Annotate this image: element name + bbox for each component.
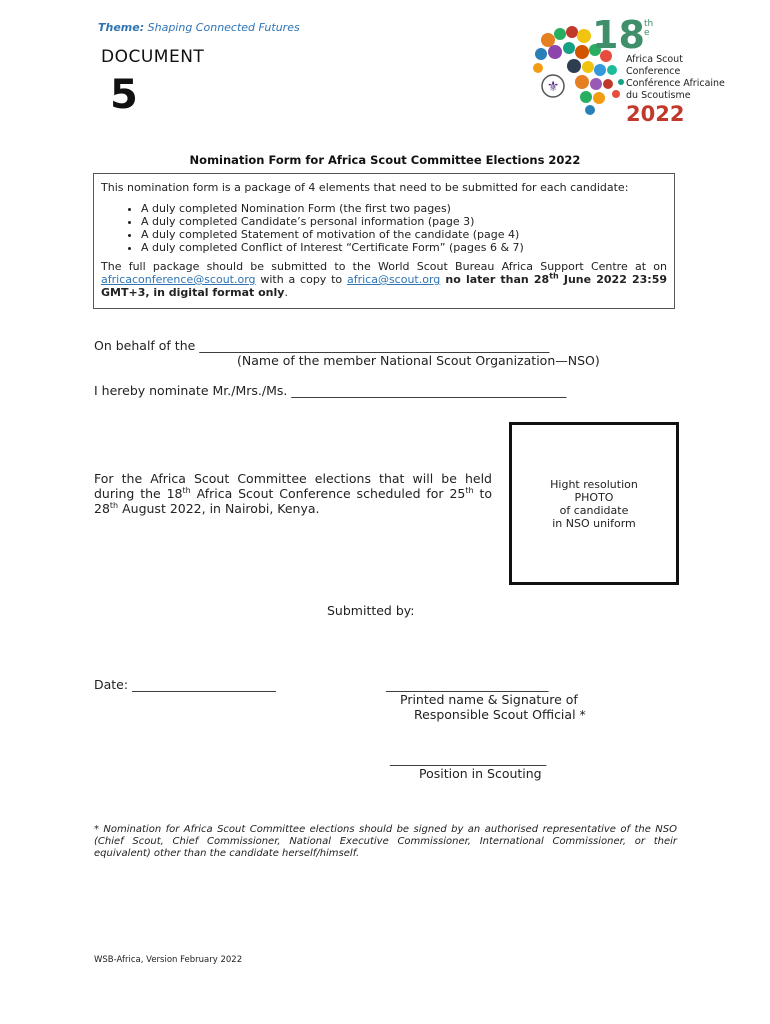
signature-label-2: Responsible Scout Official *: [414, 707, 586, 722]
logo-number: 18: [592, 13, 645, 57]
email-link-africa[interactable]: africa@scout.org: [346, 273, 441, 286]
theme-label: Theme:: [98, 21, 145, 34]
behalf-hint: (Name of the member National Scout Organization—NSO): [237, 353, 600, 368]
list-item: • A duly completed Candidate’s personal information (page 3): [141, 215, 667, 228]
logo-line1: Africa Scout: [626, 54, 683, 65]
position-label: Position in Scouting: [419, 766, 542, 781]
instructions-intro: This nomination form is a package of 4 elements that need to be submitted for each candidate:: [101, 181, 629, 194]
elements-list: [101, 202, 667, 254]
conference-logo: [526, 12, 736, 128]
logo-line4: du Scoutisme: [626, 90, 691, 101]
footnote: * Nomination for Africa Scout Committee elections should be signed by an authorised representative of the NSO (Chief Scout, Chief Commissioner, National Executive Commissioner, International Commissioner, or their equivalent) other than the candidate herself/himself.: [94, 824, 677, 859]
signature-input-line[interactable]: __________________________: [386, 677, 549, 692]
form-title: Nomination Form for Africa Scout Committee Elections 2022: [189, 153, 581, 167]
submitted-by-label: Submitted by:: [327, 603, 415, 618]
africa-map-icon: [526, 12, 736, 128]
signature-label-1: Printed name & Signature of: [400, 692, 578, 707]
document-number: 5: [110, 72, 138, 118]
photo-placeholder[interactable]: [509, 422, 679, 585]
submit-mid: with a copy to: [255, 273, 347, 286]
submission-instructions: The full package should be submitted to the World Scout Bureau Africa Support Centre at on africaconference@scout.org with a copy to africa@scout.org no later than 28th June 2022 23:59 GMT+3, in digital format only.: [101, 260, 668, 299]
date-field: [94, 677, 276, 692]
deadline-text: no later than 28th June 2022 23:59 GMT+3, in digital format only: [101, 271, 668, 299]
logo-suffix-top: th: [644, 19, 654, 29]
version-footer: WSB-Africa, Version February 2022: [94, 955, 243, 965]
svg-text:⚜: ⚜: [546, 79, 560, 95]
logo-line3: Conférence Africaine: [626, 78, 725, 89]
nominate-label: I hereby nominate Mr./Mrs./Ms.: [94, 383, 288, 398]
photo-line4: in NSO uniform: [552, 516, 636, 530]
behalf-input-line[interactable]: ________________________________________________________: [199, 338, 550, 353]
photo-line1: Hight resolution: [550, 477, 638, 491]
logo-suffix-bottom: e: [644, 28, 650, 38]
logo-line2: Conference: [626, 66, 681, 77]
position-input-line[interactable]: _________________________: [390, 751, 547, 766]
behalf-field: [94, 338, 549, 353]
logo-year: 2022: [626, 102, 685, 126]
submit-text: The full package should be submitted to the World Scout Bureau Africa Support Centre at on: [101, 260, 667, 273]
elections-paragraph: For the Africa Scout Committee elections that will be held during the 18th Africa Scout Conference scheduled for 25th to 28th August 2022, in Nairobi, Kenya.: [94, 471, 492, 516]
date-input-line[interactable]: _______________________: [132, 677, 276, 692]
document-label: DOCUMENT: [101, 47, 205, 67]
nominate-input-line[interactable]: ____________________________________________: [291, 383, 567, 398]
email-link-conference[interactable]: africaconference@scout.org: [101, 273, 256, 286]
photo-line2: PHOTO: [574, 490, 614, 504]
theme-text: Shaping Connected Futures: [147, 21, 300, 34]
theme-line: [98, 21, 300, 34]
photo-line3: of candidate: [559, 503, 629, 517]
list-item: • A duly completed Conflict of Interest “Certificate Form” (pages 6 & 7): [141, 241, 667, 254]
list-item: • A duly completed Nomination Form (the first two pages): [141, 202, 667, 215]
nominate-field: [94, 383, 566, 398]
instructions-box: [93, 173, 675, 309]
behalf-label: On behalf of the: [94, 338, 196, 353]
date-label: Date:: [94, 677, 129, 692]
list-item: • A duly completed Statement of motivation of the candidate (page 4): [141, 228, 667, 241]
